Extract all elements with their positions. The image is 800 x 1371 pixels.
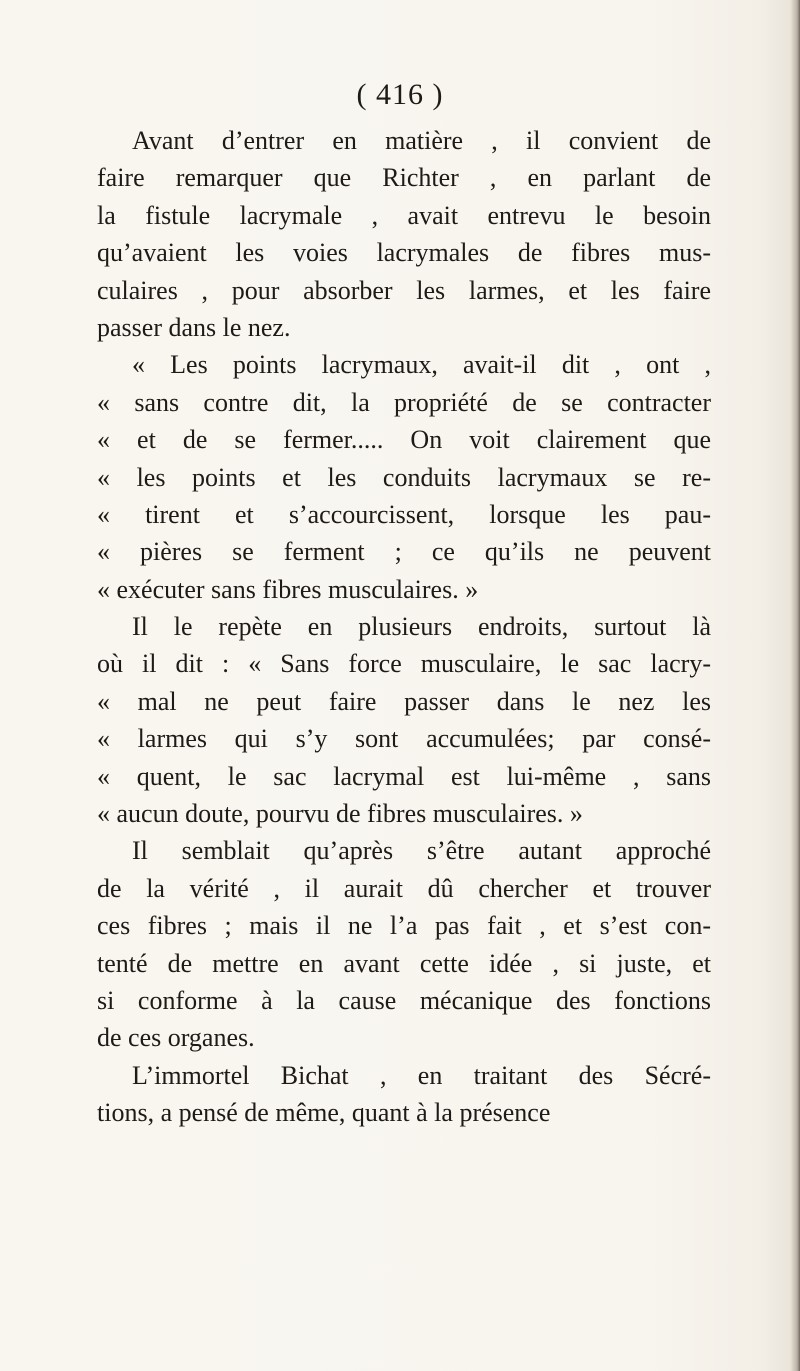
page-number: ( 416 ) (356, 78, 444, 111)
text-line: Il le repète en plusieurs endroits, surtout là (132, 612, 711, 642)
text-line: « mal ne peut faire passer dans le nez les (97, 686, 711, 716)
body-text (97, 122, 711, 1132)
text-line: « aucun doute, pourvu de fibres musculaires. » (97, 799, 583, 829)
text-line: de ces organes. (97, 1023, 255, 1053)
text-line: la fistule lacrymale , avait entrevu le besoin (97, 200, 711, 230)
text-line: « exécuter sans fibres musculaires. » (97, 574, 479, 604)
text-line: où il dit : « Sans force musculaire, le sac lacry- (97, 649, 711, 679)
text-line: « et de se fermer..... On voit clairement que (97, 425, 711, 455)
text-line: « les points et les conduits lacrymaux se re- (97, 462, 711, 492)
text-line: si conforme à la cause mécanique des fonctions (97, 985, 711, 1015)
text-line: de la vérité , il aurait dû chercher et trouver (97, 873, 711, 903)
text-line: « Les points lacrymaux, avait-il dit , ont , (132, 350, 711, 380)
text-line: Avant d’entrer en matière , il convient de (132, 126, 711, 155)
text-line: qu’avaient les voies lacrymales de fibres mus- (97, 238, 711, 268)
text-line: ces fibres ; mais il ne l’a pas fait , et s’est con- (97, 911, 711, 941)
text-line: « sans contre dit, la propriété de se contracter (97, 387, 711, 417)
text-line: Il semblait qu’après s’être autant approché (132, 836, 711, 866)
text-line: tions, a pensé de même, quant à la présence (97, 1098, 551, 1128)
text-line: L’immortel Bichat , en traitant des Sécré- (132, 1060, 711, 1090)
text-line: passer dans le nez. (97, 312, 291, 342)
page-edge-shadow (790, 0, 800, 1371)
text-line: tenté de mettre en avant cette idée , si juste, et (97, 948, 711, 978)
text-line: culaires , pour absorber les larmes, et les faire (97, 275, 711, 305)
text-line: « pières se ferment ; ce qu’ils ne peuvent (97, 537, 711, 567)
text-line: faire remarquer que Richter , en parlant de (97, 163, 711, 193)
text-line: « larmes qui s’y sont accumulées; par consé- (97, 724, 711, 754)
text-line: « tirent et s’accourcissent, lorsque les pau- (97, 499, 711, 529)
text-line: « quent, le sac lacrymal est lui-même , sans (97, 761, 711, 791)
